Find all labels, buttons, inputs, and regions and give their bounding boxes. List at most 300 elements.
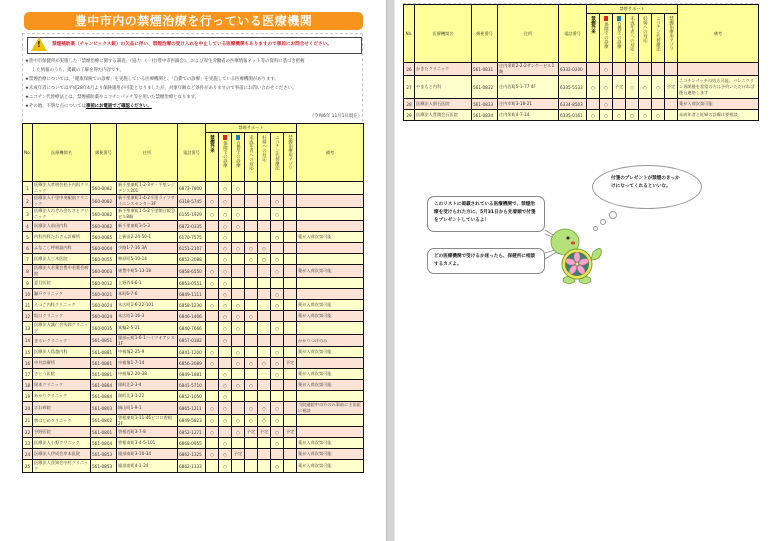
header-phone: 電話番号 bbox=[178, 124, 206, 182]
cell-no: 3 bbox=[23, 208, 33, 221]
cell-support-4: ○ bbox=[245, 358, 258, 369]
cell-postal: 561-0884 bbox=[91, 380, 117, 391]
cell-name: ふなこし呼吸器内科 bbox=[33, 243, 91, 254]
cell-phone: 6873-7800 bbox=[178, 182, 206, 195]
page-title: 豊中市内の禁煙治療を行っている医療機関 bbox=[24, 12, 363, 30]
cell-postal: 561-0802 bbox=[91, 415, 117, 427]
cell-name: 医療法人島越内科 bbox=[33, 347, 91, 358]
header-remarks: 備考 bbox=[678, 5, 759, 63]
cell-phone: 6846-1406 bbox=[178, 311, 206, 322]
cell-support-4 bbox=[245, 369, 258, 380]
cell-remarks bbox=[297, 415, 364, 427]
header-support-text: ニコチン代替療法 bbox=[274, 135, 280, 171]
cell-support-4: ○ bbox=[626, 76, 639, 99]
header-support-label bbox=[643, 16, 648, 42]
cell-name: さとう医院 bbox=[33, 369, 91, 380]
cell-support-5: ○ bbox=[258, 254, 271, 265]
cell-no: 26 bbox=[404, 63, 415, 76]
cell-address: 柴原町5-10-14 bbox=[117, 254, 178, 265]
note-1: ★豊中市保健所が実施した「禁煙治療に関する調査」（協力：(一社)豊中市医師会）、および厚生労働省の医療情報ネット等の資料に基づき把握 bbox=[25, 59, 305, 64]
cell-support-4 bbox=[626, 63, 639, 76]
cell-support-2: ○ bbox=[219, 289, 232, 300]
cell-postal: 560-0082 bbox=[91, 221, 117, 232]
cell-phone: 6858-6550 bbox=[178, 265, 206, 278]
cell-support-5 bbox=[258, 265, 271, 278]
cell-support-3: ○ bbox=[232, 322, 245, 335]
cell-support-5 bbox=[258, 391, 271, 402]
cell-support-1 bbox=[206, 335, 219, 347]
cell-phone: 6841-5710 bbox=[178, 380, 206, 391]
cell-support-3 bbox=[232, 369, 245, 380]
cell-remarks bbox=[297, 427, 364, 438]
cell-phone: 6862-1325 bbox=[178, 449, 206, 460]
header-support-label bbox=[275, 135, 280, 170]
table-row bbox=[23, 221, 364, 232]
table-row bbox=[23, 391, 364, 402]
cell-name: 医療法人小野クリニック bbox=[33, 438, 91, 449]
header-support-text: 自費での診療 bbox=[235, 141, 241, 168]
cell-address: 曽根西町3-7-8 bbox=[117, 427, 178, 438]
cell-support-3: 予定 bbox=[613, 76, 626, 99]
notes bbox=[25, 57, 361, 111]
turtle-mascot-icon bbox=[545, 220, 615, 290]
table-row bbox=[23, 265, 364, 278]
cell-support-2: ○ bbox=[219, 369, 232, 380]
cell-support-6: ○ bbox=[652, 76, 665, 99]
cell-address: 新千里東町1-4-2千里ライフサイエンスセンター3F bbox=[117, 195, 178, 208]
cell-support-3: ○ bbox=[613, 110, 626, 121]
header-support-3 bbox=[613, 14, 626, 63]
cell-postal: 561-0833 bbox=[472, 99, 498, 110]
header-name: 医療機関名 bbox=[33, 124, 91, 182]
cell-support-5 bbox=[258, 300, 271, 311]
cell-support-5: ○ bbox=[639, 76, 652, 99]
table-row bbox=[23, 335, 364, 347]
header-support-text: 妊婦への対応 bbox=[261, 135, 267, 162]
table-row bbox=[23, 243, 364, 254]
cell-remarks bbox=[297, 254, 364, 265]
cell-support-5 bbox=[639, 99, 652, 110]
cell-phone: 6856-2089 bbox=[178, 358, 206, 369]
header-support-label bbox=[249, 135, 254, 170]
header-postal: 郵便番号 bbox=[472, 5, 498, 63]
cell-no: 21 bbox=[23, 415, 33, 427]
cell-postal: 561-0803 bbox=[91, 402, 117, 415]
speech-bubble-1: このリストに掲載されている医療機関で、禁煙治療を受けられた方に、5月31日から先着順で付箋をプレゼントしているよ！ bbox=[427, 196, 545, 232]
cell-support-3 bbox=[232, 391, 245, 402]
cell-support-6 bbox=[652, 63, 665, 76]
table-row bbox=[23, 369, 364, 380]
cell-name: 医療法人伊成会岸本医院 bbox=[33, 449, 91, 460]
clinic-table-right bbox=[403, 4, 759, 121]
cell-no: 17 bbox=[23, 369, 33, 380]
cell-support-1: ○ bbox=[206, 195, 219, 208]
header-support-text: 禁煙外来 bbox=[590, 16, 596, 34]
cell-support-4 bbox=[245, 460, 258, 473]
cell-support-2: ○ bbox=[219, 243, 232, 254]
cell-support-7 bbox=[284, 265, 297, 278]
cell-address: 上野西4-6-1 bbox=[117, 278, 178, 289]
cell-postal: 560-0085 bbox=[91, 232, 117, 243]
cell-support-6 bbox=[271, 380, 284, 391]
cell-support-2 bbox=[219, 427, 232, 438]
cell-support-5 bbox=[258, 335, 271, 347]
cell-support-5 bbox=[258, 221, 271, 232]
cell-postal: 560-0012 bbox=[91, 278, 117, 289]
cell-support-7 bbox=[665, 99, 678, 110]
cell-support-5 bbox=[258, 278, 271, 289]
cell-support-5 bbox=[258, 322, 271, 335]
cell-support-6 bbox=[271, 243, 284, 254]
cell-support-6: ○ bbox=[271, 208, 284, 221]
header-support-text: 自費での診療 bbox=[616, 22, 622, 49]
cell-phone: 6852-1050 bbox=[178, 391, 206, 402]
cell-support-1 bbox=[206, 311, 219, 322]
cell-postal: 560-0082 bbox=[91, 195, 117, 208]
note-5-emphasis: 事前にお電話でご確認ください。 bbox=[85, 104, 152, 109]
cell-support-7 bbox=[284, 335, 297, 347]
cell-no: 8 bbox=[23, 265, 33, 278]
cell-support-1 bbox=[206, 289, 219, 300]
cell-support-6: ○ bbox=[271, 232, 284, 243]
cell-support-7 bbox=[284, 311, 297, 322]
cell-support-4 bbox=[245, 278, 258, 289]
warning-text: 禁煙補助薬（チャンピックス錠）の欠品に伴い、禁煙治療の受け入れを中止している医療機関もありますので事前にお問合せください。 bbox=[52, 42, 332, 47]
cell-support-6 bbox=[271, 221, 284, 232]
table-row bbox=[23, 195, 364, 208]
cell-postal: 561-0881 bbox=[91, 358, 117, 369]
cell-phone: 6853-0551 bbox=[178, 278, 206, 289]
cell-no: 14 bbox=[23, 335, 33, 347]
cell-support-7: 予定 bbox=[665, 76, 678, 99]
cell-no: 29 bbox=[404, 110, 415, 121]
cell-support-7: 予定 bbox=[284, 427, 297, 438]
header-support-4 bbox=[626, 14, 639, 63]
cell-remarks: 薬が入荷次第可能 bbox=[297, 300, 364, 311]
header-remarks: 備考 bbox=[297, 124, 364, 182]
header-postal: 郵便番号 bbox=[91, 124, 117, 182]
header-no: No. bbox=[404, 5, 415, 63]
cell-support-3 bbox=[232, 232, 245, 243]
cell-support-6: ○ bbox=[271, 322, 284, 335]
cell-address: 庄内栄町2-2-2サンケービル1階 bbox=[498, 63, 559, 76]
header-support-label bbox=[288, 135, 293, 170]
cell-postal: 561-0831 bbox=[472, 63, 498, 76]
cell-support-2: ○ bbox=[219, 391, 232, 402]
cell-remarks bbox=[297, 243, 364, 254]
cell-postal: 561-0881 bbox=[91, 347, 117, 358]
cell-address: 末広町2-16-3 bbox=[117, 311, 178, 322]
cell-support-7 bbox=[284, 449, 297, 460]
cell-support-2: ○ bbox=[600, 76, 613, 99]
table-row bbox=[23, 415, 364, 427]
cell-support-2: ○ bbox=[219, 254, 232, 265]
cell-remarks: かかりつけのみ bbox=[297, 335, 364, 347]
cell-support-3 bbox=[232, 195, 245, 208]
table-row bbox=[404, 63, 759, 76]
cell-support-4 bbox=[245, 208, 258, 221]
cell-support-2: ○ bbox=[219, 380, 232, 391]
cell-support-1 bbox=[206, 438, 219, 449]
cell-support-2: ○ bbox=[600, 99, 613, 110]
cell-support-7 bbox=[284, 438, 297, 449]
cell-remarks: 薬が入荷次第可能 bbox=[297, 438, 364, 449]
cell-phone: 6849-1111 bbox=[178, 289, 206, 300]
cell-support-4: ○ bbox=[245, 311, 258, 322]
cell-address: 服部南町4-1-24 bbox=[117, 460, 178, 473]
cell-support-1 bbox=[206, 243, 219, 254]
cell-address: 服部南町3-10-34 bbox=[117, 449, 178, 460]
cell-postal: 560-0082 bbox=[91, 208, 117, 221]
header-name: 医療機関名 bbox=[415, 5, 472, 63]
thought-dot bbox=[609, 211, 617, 219]
cell-no: 19 bbox=[23, 391, 33, 402]
cell-support-5 bbox=[258, 208, 271, 221]
cell-name: 医療法人誠仁会浅岡クリニック bbox=[33, 322, 91, 335]
cell-support-1 bbox=[206, 322, 219, 335]
cell-address: 庄内栄町4-7-14 bbox=[498, 110, 559, 121]
header-support-group: 禁煙サポート bbox=[587, 5, 678, 14]
note-4: ★ニコチン代替療法とは、禁煙補助薬やニコチンパッチ等を用いた禁煙治療となります。 bbox=[25, 95, 200, 100]
cell-support-2: ○ bbox=[219, 221, 232, 232]
cell-postal: 560-0055 bbox=[91, 254, 117, 265]
cell-support-3: ○ bbox=[232, 427, 245, 438]
cell-postal: 560-0004 bbox=[91, 243, 117, 254]
cell-no: 4 bbox=[23, 221, 33, 232]
cell-support-3: 予定 bbox=[232, 449, 245, 460]
cell-phone: 6335-5533 bbox=[559, 76, 587, 99]
cell-support-5 bbox=[258, 380, 271, 391]
cell-remarks bbox=[297, 278, 364, 289]
cell-support-3: ○ bbox=[232, 380, 245, 391]
cell-no: 25 bbox=[23, 460, 33, 473]
note-3: ★未成年者については平成28年4月より保険適用が可能となりましたが、対象年齢など条件がありますので事前にお問い合わせください。 bbox=[25, 86, 297, 91]
cell-support-4: ○ bbox=[245, 402, 258, 415]
cell-support-5: ○ bbox=[258, 243, 271, 254]
table-row bbox=[23, 182, 364, 195]
header-support-text: 禁煙治療用アプリ bbox=[668, 16, 674, 52]
cell-name: やまもと内科 bbox=[415, 76, 472, 99]
cell-no: 16 bbox=[23, 358, 33, 369]
cell-no: 13 bbox=[23, 322, 33, 335]
cell-address: 上新田2-24-50-1 bbox=[117, 232, 178, 243]
cell-support-6: ○ bbox=[271, 427, 284, 438]
cell-support-4 bbox=[245, 300, 258, 311]
cell-address: 城山町1-9-1 bbox=[117, 402, 178, 415]
thought-bubble: 付箋のプレゼントが禁煙のきっかけになってくれるといいな。 bbox=[592, 165, 702, 209]
table-row bbox=[23, 311, 364, 322]
cell-remarks bbox=[678, 63, 759, 76]
cell-support-1: ○ bbox=[587, 76, 600, 99]
cell-no: 2 bbox=[23, 195, 33, 208]
cell-phone: 6318-5745 bbox=[178, 195, 206, 208]
cell-support-3: ○ bbox=[232, 415, 245, 427]
cell-support-5 bbox=[258, 369, 271, 380]
cell-support-7 bbox=[284, 208, 297, 221]
speech-bubble-2: どの医療機関で受けるか迷ったら、保健所に相談するカメよ。 bbox=[427, 248, 545, 274]
cell-support-3: ○ bbox=[232, 347, 245, 358]
cell-name: 谷野医院 bbox=[33, 427, 91, 438]
cell-remarks bbox=[297, 182, 364, 195]
cell-support-1 bbox=[206, 221, 219, 232]
cell-postal: 561-0853 bbox=[91, 460, 117, 473]
table-row bbox=[23, 322, 364, 335]
cell-support-6: ○ bbox=[271, 254, 284, 265]
table-row bbox=[23, 402, 364, 415]
table-row bbox=[404, 76, 759, 99]
cell-support-7 bbox=[284, 278, 297, 289]
cell-support-2: ○ bbox=[219, 438, 232, 449]
cell-support-1: ○ bbox=[206, 449, 219, 460]
cell-support-2: ○ bbox=[600, 63, 613, 76]
table-row bbox=[23, 358, 364, 369]
cell-name: 医療法人若葉会豊中若葉会病院 bbox=[33, 265, 91, 278]
selfpay-chip-icon bbox=[236, 135, 240, 140]
cell-support-4 bbox=[245, 221, 258, 232]
cell-remarks: 当院通院中の方のみ事前に主治医に相談 bbox=[297, 402, 364, 415]
cell-remarks bbox=[297, 322, 364, 335]
cell-address: 中桜塚1-7-14 bbox=[117, 358, 178, 369]
cell-phone: 6857-0182 bbox=[178, 335, 206, 347]
cell-name: 坂口クリニック bbox=[33, 311, 91, 322]
cell-support-4: ○ bbox=[626, 110, 639, 121]
cell-support-1 bbox=[206, 232, 219, 243]
cell-no: 5 bbox=[23, 232, 33, 243]
cell-support-2: ○ bbox=[219, 335, 232, 347]
cell-postal: 561-0851 bbox=[91, 335, 117, 347]
page-gutter bbox=[386, 0, 395, 541]
cell-support-2: ○ bbox=[219, 311, 232, 322]
cell-support-6 bbox=[271, 391, 284, 402]
cell-no: 1 bbox=[23, 182, 33, 195]
cell-phone: 6872-0335 bbox=[178, 221, 206, 232]
cell-remarks: 薬が入荷次第可能 bbox=[678, 99, 759, 110]
header-support-label bbox=[617, 22, 622, 48]
header-support-label bbox=[656, 16, 661, 51]
cell-remarks bbox=[297, 208, 364, 221]
cell-support-2 bbox=[219, 347, 232, 358]
cell-phone: 6841-1200 bbox=[178, 347, 206, 358]
cell-support-7: 予定 bbox=[284, 358, 297, 369]
cell-phone: 6332-0200 bbox=[559, 63, 587, 76]
as-of-date: （令和6年 11月1日現在） bbox=[309, 114, 362, 119]
cell-postal: 561-0801 bbox=[91, 427, 117, 438]
page-left bbox=[0, 0, 386, 541]
table-row bbox=[23, 347, 364, 358]
header-address: 住所 bbox=[117, 124, 178, 182]
cell-support-5 bbox=[258, 460, 271, 473]
cell-support-4: ○ bbox=[245, 380, 258, 391]
cell-support-2: ○ bbox=[219, 402, 232, 415]
cell-phone: 6170-7575 bbox=[178, 232, 206, 243]
cell-phone: 6849-5823 bbox=[178, 415, 206, 427]
cell-support-3 bbox=[613, 63, 626, 76]
cell-name: えつこ内科クリニック bbox=[33, 300, 91, 311]
cell-name: 医療法人千里中央駅前クリニック bbox=[33, 195, 91, 208]
cell-support-2: ○ bbox=[219, 415, 232, 427]
cell-address: 本町6-7-6 bbox=[117, 289, 178, 300]
cell-support-3: ○ bbox=[232, 208, 245, 221]
cell-name: 医療法人のぞみ会ちさとクリニック bbox=[33, 208, 91, 221]
header-support-6 bbox=[271, 133, 284, 182]
cell-support-3: ○ bbox=[232, 221, 245, 232]
cell-support-6: ○ bbox=[271, 265, 284, 278]
insurance-chip-icon bbox=[223, 135, 227, 140]
cell-address: 東豊中町5-13-18 bbox=[117, 265, 178, 278]
cell-support-4: ○ bbox=[245, 243, 258, 254]
selfpay-chip-icon bbox=[617, 16, 621, 21]
cell-no: 9 bbox=[23, 278, 33, 289]
cell-no: 24 bbox=[23, 449, 33, 460]
header-support-label bbox=[591, 16, 596, 34]
header-support-text: 禁煙外来 bbox=[209, 135, 215, 153]
cell-remarks: 未成年者と妊婦の診療は要相談 bbox=[678, 110, 759, 121]
cell-name: 医療法人前田内科 bbox=[33, 221, 91, 232]
cell-support-7 bbox=[284, 402, 297, 415]
header-support-text: 妊婦への対応 bbox=[642, 16, 648, 43]
cell-name: 曽はじめクリニック bbox=[33, 415, 91, 427]
table-row bbox=[23, 460, 364, 473]
header-support-label bbox=[630, 16, 635, 51]
cell-support-3 bbox=[613, 99, 626, 110]
cell-support-6 bbox=[271, 182, 284, 195]
header-support-6 bbox=[652, 14, 665, 63]
clinic-table-left bbox=[22, 123, 364, 473]
cell-support-2: ○ bbox=[219, 300, 232, 311]
cell-support-4 bbox=[245, 335, 258, 347]
cell-support-5 bbox=[258, 449, 271, 460]
cell-postal: 561-0884 bbox=[91, 391, 117, 402]
cell-support-7 bbox=[284, 391, 297, 402]
cell-support-6 bbox=[652, 99, 665, 110]
cell-support-4 bbox=[245, 195, 258, 208]
cell-support-4 bbox=[245, 449, 258, 460]
cell-support-6: ○ bbox=[271, 358, 284, 369]
table-row bbox=[23, 427, 364, 438]
header-support-2 bbox=[600, 14, 613, 63]
cell-address: 箕輪2-5-21 bbox=[117, 322, 178, 335]
cell-support-5 bbox=[258, 438, 271, 449]
cell-remarks: 薬が入荷次第可能 bbox=[297, 232, 364, 243]
header-support-3 bbox=[232, 133, 245, 182]
cell-phone: 6865-1211 bbox=[178, 402, 206, 415]
header-support-2 bbox=[219, 133, 232, 182]
cell-name: まるいクリニック bbox=[33, 335, 91, 347]
cell-remarks: 薬が入荷次第可能 bbox=[297, 347, 364, 358]
cell-support-6: ○ bbox=[271, 300, 284, 311]
cell-support-6 bbox=[271, 449, 284, 460]
cell-postal: 561-0853 bbox=[91, 449, 117, 460]
cell-support-5 bbox=[258, 182, 271, 195]
cell-name: 中井診療所 bbox=[33, 358, 91, 369]
header-support-text: 未成年者への対応 bbox=[248, 135, 254, 171]
cell-support-5 bbox=[639, 63, 652, 76]
cell-support-7 bbox=[284, 347, 297, 358]
note-2: ★禁煙治療については、「健康保険での診療」を実施している医療機関と、「自費での診療」を実施している医療機関があります。 bbox=[25, 77, 279, 82]
cell-support-2: ○ bbox=[219, 208, 232, 221]
cell-support-2: ○ bbox=[219, 232, 232, 243]
table-row bbox=[23, 208, 364, 221]
table-row bbox=[23, 449, 364, 460]
cell-address: 庄内幸町3-18-21 bbox=[498, 99, 559, 110]
cell-support-1: ○ bbox=[587, 110, 600, 121]
cell-support-5: ○ bbox=[258, 415, 271, 427]
cell-no: 28 bbox=[404, 99, 415, 110]
header-support-label bbox=[210, 135, 215, 153]
cell-address: 服部元町1-6-1ハイツオアシス1F bbox=[117, 335, 178, 347]
cell-support-5 bbox=[258, 289, 271, 300]
cell-address: 新千里東町1-2-3ザ・千里レジデンス201 bbox=[117, 182, 178, 195]
